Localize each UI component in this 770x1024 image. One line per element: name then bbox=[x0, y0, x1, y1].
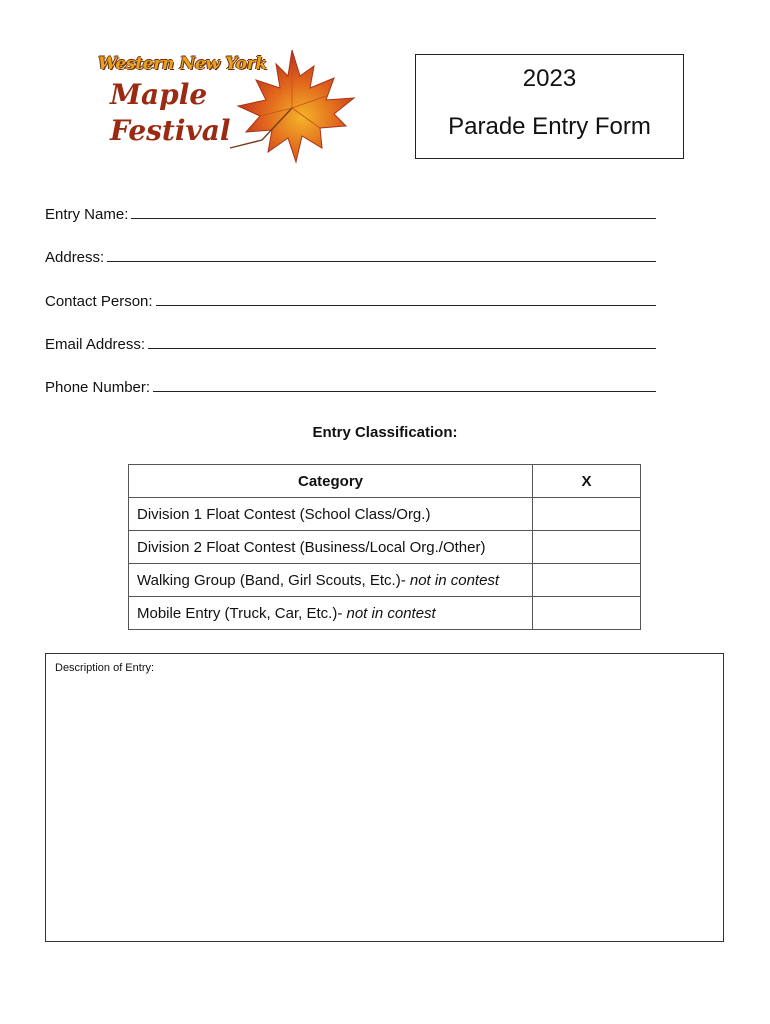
table-header-row bbox=[129, 465, 641, 498]
logo-line-maple: Maple bbox=[110, 78, 208, 111]
category-text: Mobile Entry (Truck, Car, Etc.)- bbox=[137, 604, 347, 622]
category-column-header: Category bbox=[129, 465, 533, 498]
contact-person-field[interactable] bbox=[45, 293, 656, 310]
entry-name-field[interactable] bbox=[45, 206, 656, 223]
classification-table bbox=[128, 464, 641, 630]
selection-cell[interactable] bbox=[533, 531, 641, 564]
x-column-header: X bbox=[533, 465, 641, 498]
festival-logo bbox=[92, 48, 362, 173]
entry-name-line[interactable] bbox=[131, 206, 656, 219]
email-address-field[interactable] bbox=[45, 336, 656, 353]
address-field[interactable] bbox=[45, 249, 656, 266]
category-text: Walking Group (Band, Girl Scouts, Etc.)- bbox=[137, 571, 410, 589]
selection-cell[interactable] bbox=[533, 597, 641, 630]
entry-name-label: Entry Name: bbox=[45, 206, 129, 223]
description-box[interactable] bbox=[45, 653, 724, 942]
category-cell bbox=[129, 498, 533, 531]
logo-line-western-new-york: Western New York bbox=[98, 54, 267, 74]
phone-number-label: Phone Number: bbox=[45, 379, 151, 396]
form-year: 2023 bbox=[522, 65, 577, 92]
form-title: Parade Entry Form bbox=[448, 113, 651, 140]
description-label: Description of Entry: bbox=[55, 662, 155, 674]
category-cell bbox=[129, 531, 533, 564]
table-row bbox=[129, 498, 641, 531]
category-note: not in contest bbox=[346, 604, 436, 622]
email-address-label: Email Address: bbox=[45, 336, 146, 353]
form-title-box bbox=[415, 54, 684, 159]
phone-number-field[interactable] bbox=[45, 379, 656, 396]
address-label: Address: bbox=[45, 249, 105, 266]
selection-cell[interactable] bbox=[533, 498, 641, 531]
entry-classification-heading: Entry Classification: bbox=[312, 424, 458, 441]
contact-person-line[interactable] bbox=[156, 293, 656, 306]
category-text: Division 1 Float Contest (School Class/Org.) bbox=[137, 505, 431, 523]
category-text: Division 2 Float Contest (Business/Local Org./Other) bbox=[137, 538, 486, 556]
selection-cell[interactable] bbox=[533, 564, 641, 597]
logo-line-festival: Festival bbox=[110, 114, 231, 147]
category-cell bbox=[129, 597, 533, 630]
address-line[interactable] bbox=[107, 249, 656, 262]
table-row bbox=[129, 597, 641, 630]
maple-leaf-icon bbox=[222, 48, 362, 173]
table-row bbox=[129, 531, 641, 564]
phone-number-line[interactable] bbox=[153, 379, 656, 392]
category-note: not in contest bbox=[409, 571, 500, 589]
contact-person-label: Contact Person: bbox=[45, 293, 153, 310]
table-row bbox=[129, 564, 641, 597]
category-cell bbox=[129, 564, 533, 597]
email-address-line[interactable] bbox=[148, 336, 656, 349]
